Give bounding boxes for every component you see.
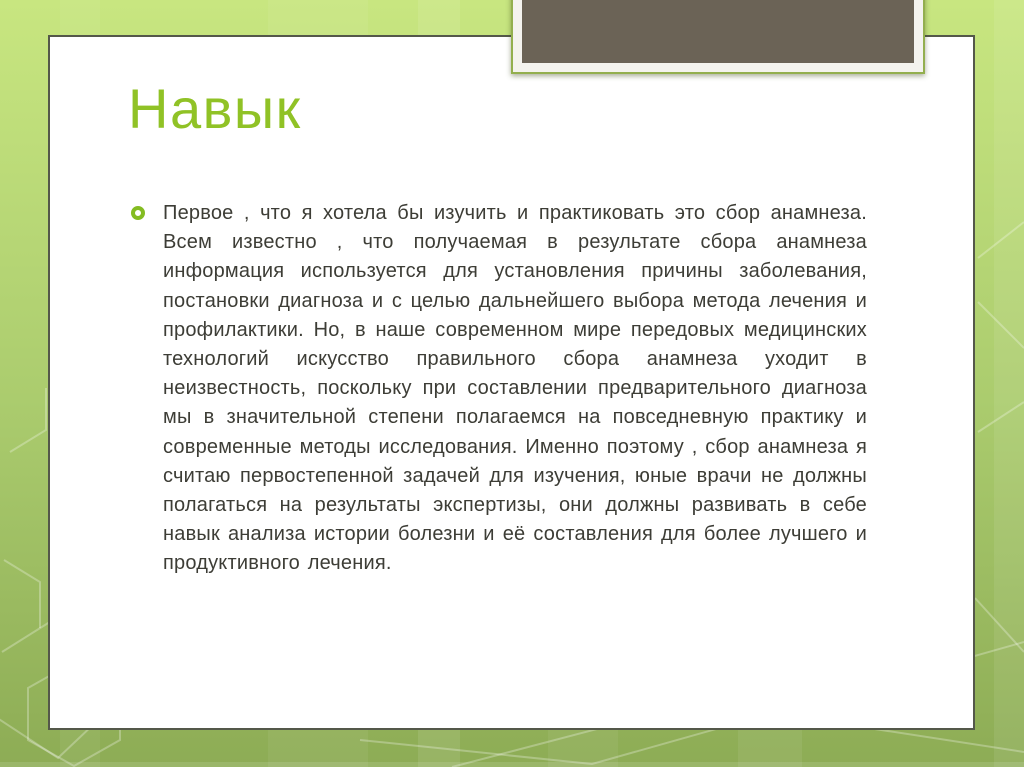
bullet-text: Первое , что я хотела бы изучить и практиковать это сбор анамнеза. Всем известно , что получаемая в результате сбора анамнеза информация используется для установления причины заболевания, постановки диагноза и с целью дальнейшего выбора метода лечения и профилактики. Но, в наше современном мире передовых медицинских технологий искусство правильного сбора анамнеза уходит в неизвестность, поскольку при составлении предварительного диагноза мы в значительной степени полагаемся на повседневную практику и современные методы исследования. Именно поэтому , сбор анамнеза я считаю первостепенной задачей для изучения, юные врачи не должны полагаться на результаты экспертизы, они должны развивать в себе навык анализа истории болезни и её составления для более лучшего и продуктивного лечения.	[163, 202, 867, 575]
image-placeholder-frame	[511, 0, 925, 74]
body-content	[131, 199, 867, 579]
slide-title: Навык	[128, 77, 302, 140]
image-placeholder	[522, 0, 914, 63]
ring-bullet-icon	[131, 206, 145, 220]
